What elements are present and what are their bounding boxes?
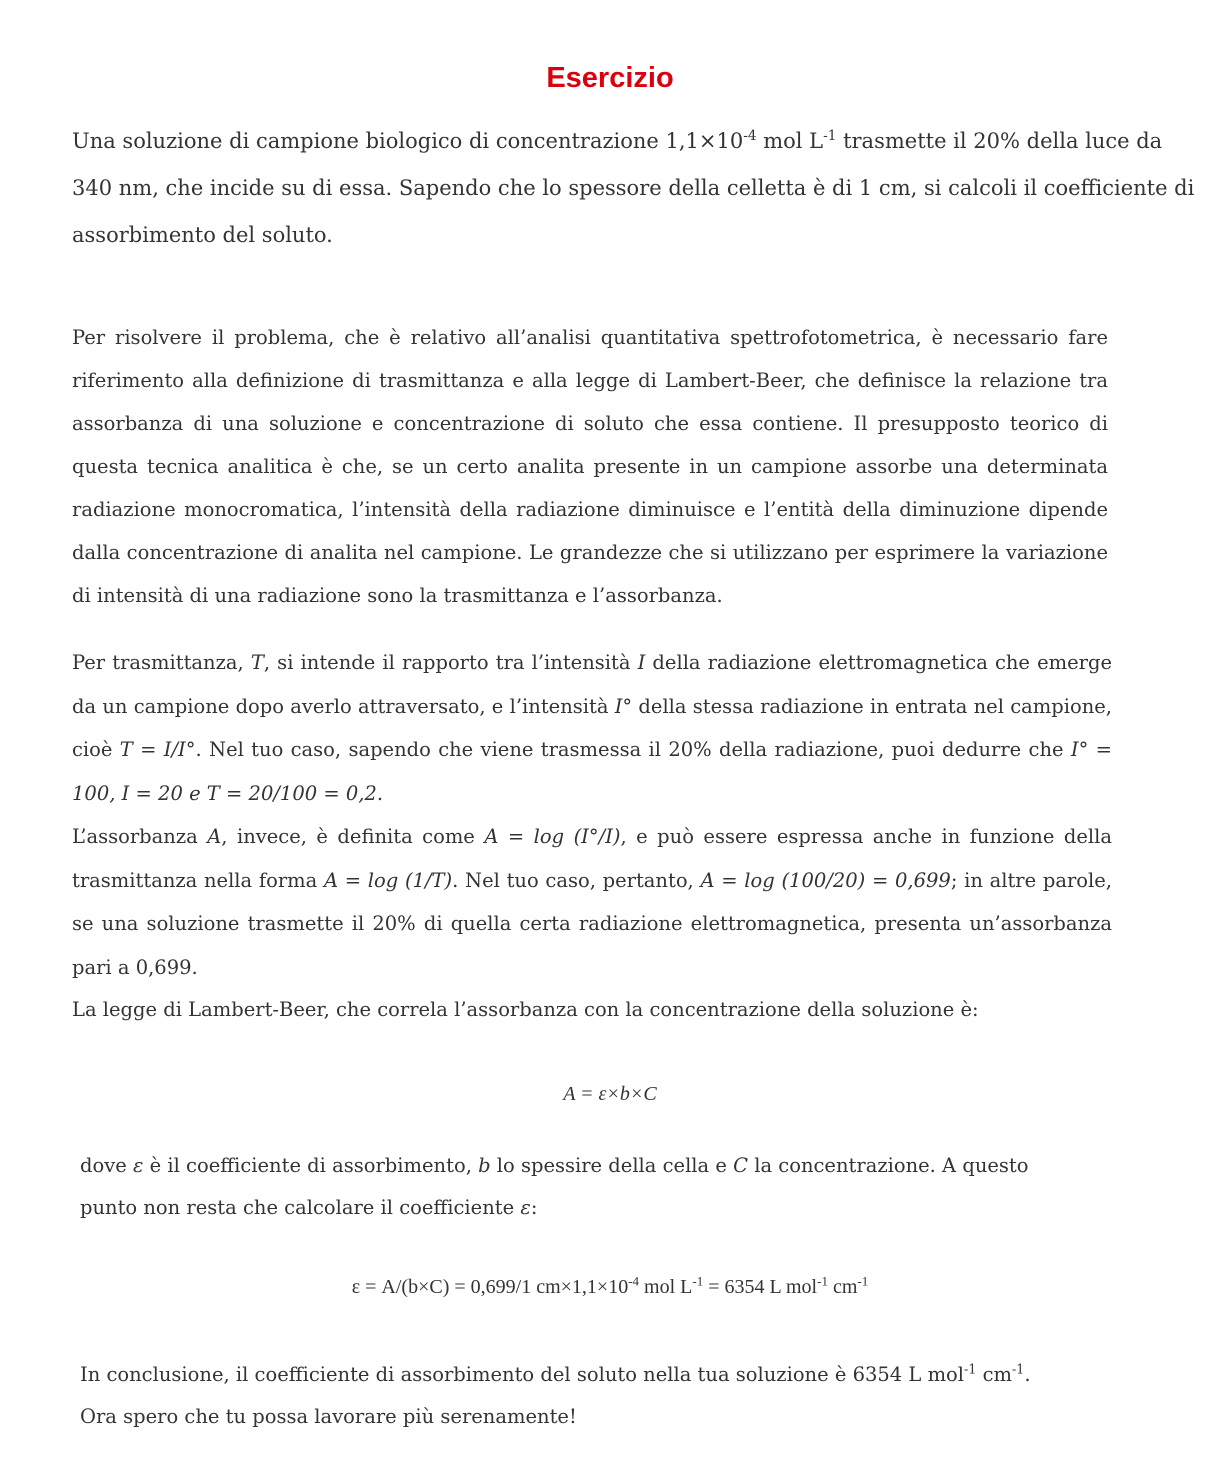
variables-paragraph: dove ε è il coefficiente di assorbimento, b lo spessire della cella e C la concentrazione. A questo punto non resta che calcolare il coefficiente ε: [80, 1154, 1029, 1219]
lambert-beer-formula: A = ε×b×C [563, 1083, 657, 1105]
conclusion-paragraph: In conclusione, il coefficiente di assorbimento del soluto nella tua soluzione è 6354 L mol$^{-1}$ $cm^{-1}$. [80, 1361, 1031, 1386]
closing-remark: Ora spero che tu possa lavorare più serenamente! [80, 1405, 577, 1428]
absorbance-paragraph: L’assorbanza A, invece, è definita come A = log (I°/I), e può essere espressa anche in funzione della trasmittanza nella forma A = log (1/T). Nel tuo caso, pertanto, A = log (100/20) = 0,699; in altre parole, se una soluzione trasmette il 20% di quella certa radiazione elettromagnetica, presenta un’assorbanza pari a 0,699. [72, 825, 1112, 979]
coefficient-formula: ε = A/(b×C) = 0,699/1 $cm\times 1,1\times 10^{-4}$ mol $L^{-1} = 6354$ L mol$^{-1}$ $cm^{-1}$ [351, 1273, 869, 1298]
problem-statement: Una soluzione di campione biologico di concentrazione $1,1\times 10^{-4}$ mol $L^{-1}$ trasmette il 20% della luce da 340 nm, che incide su di essa. Sapendo che lo spessore della celletta è di 1 cm, si calcoli il coefficiente di assorbimento del soluto. [72, 128, 1195, 247]
lambert-beer-intro: La legge di Lambert-Beer, che correla l’assorbanza con la concentrazione della soluzione è: [72, 998, 979, 1021]
intro-paragraph: Per risolvere il problema, che è relativo all’analisi quantitativa spettrofotometrica, è necessario fare riferimento alla definizione di trasmittanza e alla legge di Lambert-Beer, che definisce la relazione tra assorbanza di una soluzione e concentrazione di soluto che essa contiene. Il presupposto teorico di questa tecnica analitica è che, se un certo analita presente in un campione assorbe una determinata radiazione monocromatica, l’intensità della radiazione diminuisce e l’entità della diminuzione dipende dalla concentrazione di analita nel campione. Le grandezze che si utilizzano per esprimere la variazione di intensità di una radiazione sono la trasmittanza e l’assorbanza. [72, 326, 1108, 607]
page-title: Esercizio [546, 62, 674, 94]
transmittance-paragraph: Per trasmittanza, T, si intende il rapporto tra l’intensità I della radiazione elettromagnetica che emerge da un campione dopo averlo attraversato, e l’intensità I° della stessa radiazione in entrata nel campione, cioè T = I/I°. Nel tuo caso, sapendo che viene trasmessa il 20% della radiazione, puoi dedurre che I° = 100, I = 20 e T = 20/100 = 0,2. [72, 651, 1113, 805]
